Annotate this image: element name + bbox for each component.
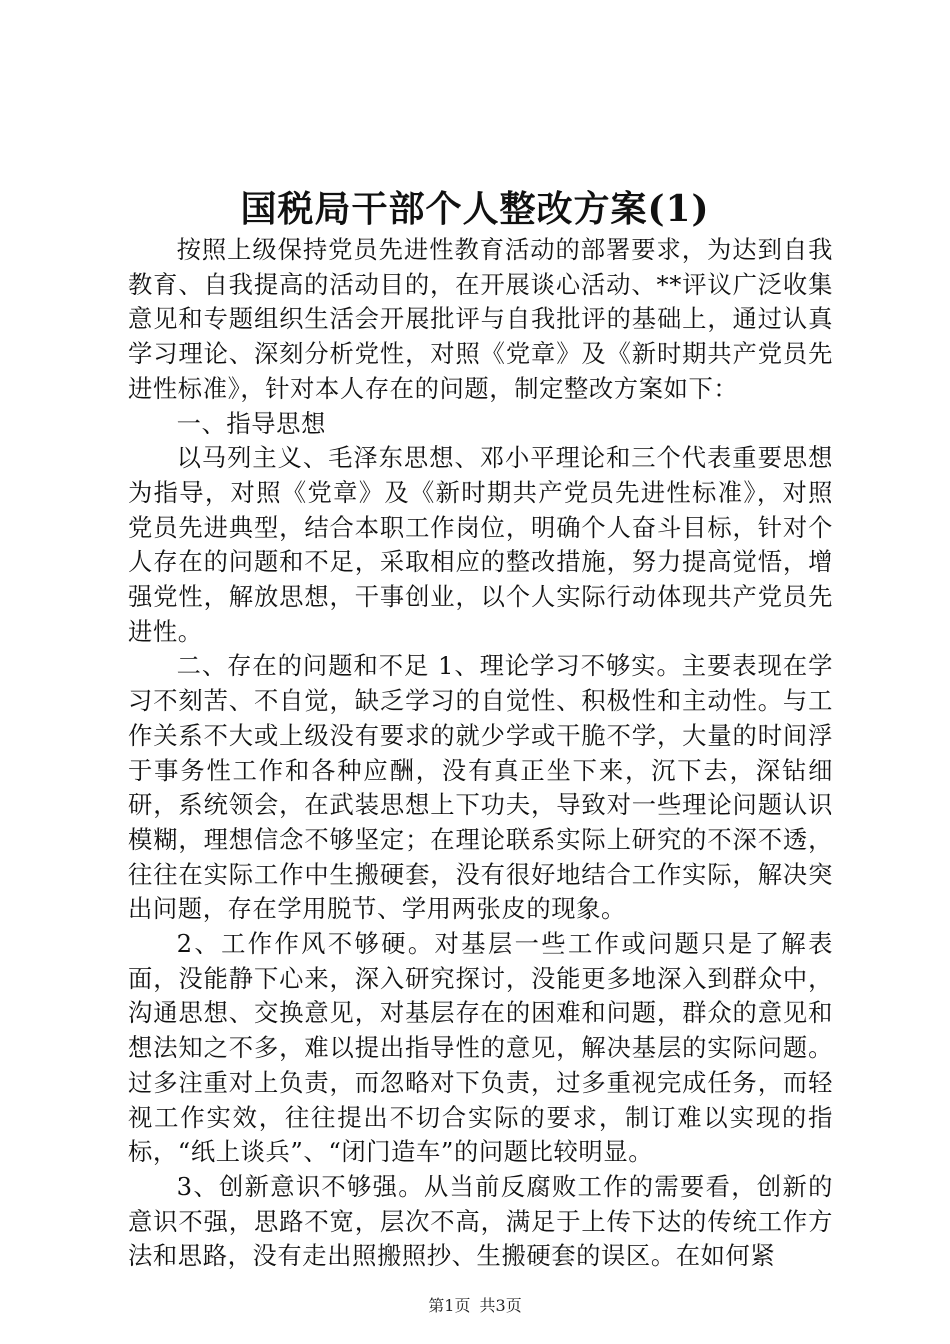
- problems-paragraph-3: 3、创新意识不够强。从当前反腐败工作的需要看，创新的意识不强，思路不宽，层次不高，满足于上传下达的传统工作方法和思路，没有走出照搬照抄、生搬硬套的误区。在如何紧: [128, 1171, 833, 1271]
- page-total: 共3页: [479, 1296, 522, 1315]
- intro-paragraph: 按照上级保持党员先进性教育活动的部署要求，为达到自我教育、自我提高的活动目的，在开展谈心活动、**评议广泛收集意见和专题组织生活会开展批评与自我批评的基础上，通过认真学习理论、深刻分析党性，对照《党章》及《新时期共产党员先进性标准》，针对本人存在的问题，制定整改方案如下：: [128, 235, 833, 403]
- problems-paragraph-2: 2、工作作风不够硬。对基层一些工作或问题只是了解表面，没能静下心来，深入研究探讨，没能更多地深入到群众中，沟通思想、交换意见，对基层存在的困难和问题，群众的意见和想法知之不多，难以提出指导性的意见，解决基层的实际问题。过多注重对上负责，而忽略对下负责，过多重视完成任务，而轻视工作实效，往往提出不切合实际的要求，制订难以实现的指标，“纸上谈兵”、“闭门造车”的问题比较明显。: [128, 929, 833, 1167]
- guiding-thought-paragraph: 以马列主义、毛泽东思想、邓小平理论和三个代表重要思想为指导，对照《党章》及《新时期共产党员先进性标准》，对照党员先进典型，结合本职工作岗位，明确个人奋斗目标，针对个人存在的问题和不足，采取相应的整改措施，努力提高觉悟，增强党性，解放思想，干事创业，以个人实际行动体现共产党员先进性。: [128, 443, 833, 646]
- page-number: 第1页: [428, 1296, 471, 1315]
- section-heading-guiding-thought: 一、指导思想: [176, 408, 326, 438]
- document-body: [128, 233, 833, 1274]
- problems-paragraph-1: 二、存在的问题和不足 1、理论学习不够实。主要表现在学习不刻苦、不自觉，缺乏学习的自觉性、积极性和主动性。与工作关系不大或上级没有要求的就少学或干脆不学，大量的时间浮于事务性工作和各种应酬，没有真正坐下来，沉下去，深钻细研，系统领会，在武装思想上下功夫，导致对一些理论问题认识模糊，理想信念不够坚定；在理论联系实际上研究的不深不透，往往在实际工作中生搬硬套，没有很好地结合工作实际，解决突出问题，存在学用脱节、学用两张皮的现象。: [128, 651, 833, 924]
- page-footer: [0, 1296, 950, 1316]
- document-title: 国税局干部个人整改方案(1): [240, 188, 710, 230]
